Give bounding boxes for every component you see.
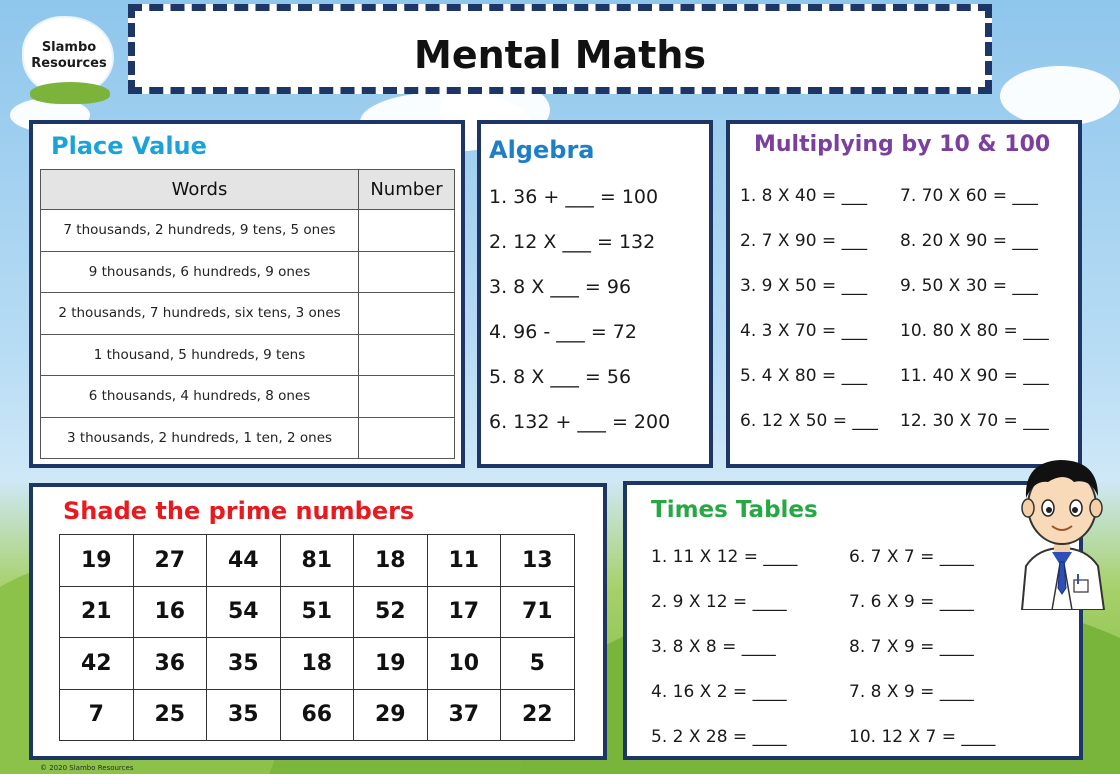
words-cell: 9 thousands, 6 hundreds, 9 ones: [41, 251, 359, 293]
algebra-question: 5. 8 X ___ = 56: [489, 366, 632, 388]
number-cell[interactable]: 18: [280, 638, 354, 690]
number-cell[interactable]: 37: [427, 689, 501, 741]
number-cell[interactable]: 35: [207, 638, 281, 690]
multiplying-question: 10. 80 X 80 = ___: [900, 321, 1049, 341]
logo-line-1: Slambo: [41, 40, 97, 55]
multiplying-question: 4. 3 X 70 = ___: [740, 321, 868, 341]
logo-line-2: Resources: [31, 56, 107, 71]
table-row: [41, 417, 455, 459]
algebra-heading: Algebra: [489, 136, 595, 164]
place-value-heading: Place Value: [51, 132, 207, 160]
number-cell[interactable]: 29: [354, 689, 428, 741]
column-header-words: Words: [41, 170, 359, 210]
grid-row: [60, 689, 575, 741]
words-cell: 7 thousands, 2 hundreds, 9 tens, 5 ones: [41, 210, 359, 252]
table-row: [41, 376, 455, 418]
slambo-logo: [20, 12, 118, 100]
number-cell[interactable]: 11: [427, 535, 501, 587]
number-answer-cell[interactable]: [359, 293, 455, 335]
number-cell[interactable]: 66: [280, 689, 354, 741]
multiplying-question: 6. 12 X 50 = ___: [740, 411, 878, 431]
logo-grass: [30, 82, 110, 104]
times-tables-question: 6. 7 X 7 = ____: [849, 547, 974, 567]
number-cell[interactable]: 54: [207, 586, 281, 638]
multiplying-question: 12. 30 X 70 = ___: [900, 411, 1049, 431]
number-cell[interactable]: 18: [354, 535, 428, 587]
table-row: [41, 251, 455, 293]
prime-numbers-panel: [29, 483, 607, 760]
words-cell: 2 thousands, 7 hundreds, six tens, 3 ones: [41, 293, 359, 335]
algebra-question: 2. 12 X ___ = 132: [489, 231, 656, 253]
number-cell[interactable]: 19: [60, 535, 134, 587]
times-tables-heading: Times Tables: [651, 497, 818, 523]
times-tables-question: 3. 8 X 8 = ____: [651, 637, 776, 657]
number-cell[interactable]: 71: [501, 586, 575, 638]
number-cell[interactable]: 27: [133, 535, 207, 587]
multiplying-question: 11. 40 X 90 = ___: [900, 366, 1049, 386]
algebra-question: 3. 8 X ___ = 96: [489, 276, 632, 298]
number-cell[interactable]: 81: [280, 535, 354, 587]
times-tables-question: 1. 11 X 12 = ____: [651, 547, 798, 567]
number-cell[interactable]: 52: [354, 586, 428, 638]
logo-text: [20, 40, 118, 72]
number-answer-cell[interactable]: [359, 376, 455, 418]
place-value-panel: [29, 120, 465, 468]
number-cell[interactable]: 25: [133, 689, 207, 741]
background-cloud: [1000, 66, 1120, 126]
multiplying-question: 9. 50 X 30 = ___: [900, 276, 1038, 296]
number-cell[interactable]: 35: [207, 689, 281, 741]
number-answer-cell[interactable]: [359, 251, 455, 293]
number-cell[interactable]: 16: [133, 586, 207, 638]
times-tables-question: 7. 6 X 9 = ____: [849, 592, 974, 612]
algebra-panel: [477, 120, 713, 468]
multiplying-question: 7. 70 X 60 = ___: [900, 186, 1038, 206]
times-tables-question: 7. 8 X 9 = ____: [849, 682, 974, 702]
teacher-character-icon: [1008, 448, 1116, 610]
number-cell[interactable]: 22: [501, 689, 575, 741]
multiplying-question: 3. 9 X 50 = ___: [740, 276, 868, 296]
number-cell[interactable]: 17: [427, 586, 501, 638]
times-tables-question: 2. 9 X 12 = ____: [651, 592, 787, 612]
times-tables-question: 5. 2 X 28 = ____: [651, 727, 787, 747]
number-cell[interactable]: 36: [133, 638, 207, 690]
number-cell[interactable]: 13: [501, 535, 575, 587]
words-cell: 3 thousands, 2 hundreds, 1 ten, 2 ones: [41, 417, 359, 459]
algebra-question: 6. 132 + ___ = 200: [489, 411, 671, 433]
place-value-table: [40, 169, 455, 459]
number-cell[interactable]: 21: [60, 586, 134, 638]
multiplying-question: 2. 7 X 90 = ___: [740, 231, 868, 251]
grid-row: [60, 535, 575, 587]
words-cell: 1 thousand, 5 hundreds, 9 tens: [41, 334, 359, 376]
page-title: Mental Maths: [414, 33, 706, 77]
number-cell[interactable]: 5: [501, 638, 575, 690]
table-header-row: [41, 170, 455, 210]
number-answer-cell[interactable]: [359, 417, 455, 459]
number-answer-cell[interactable]: [359, 334, 455, 376]
number-cell[interactable]: 42: [60, 638, 134, 690]
number-answer-cell[interactable]: [359, 210, 455, 252]
copyright-footer: © 2020 Slambo Resources: [40, 764, 134, 772]
number-cell[interactable]: 10: [427, 638, 501, 690]
table-row: [41, 334, 455, 376]
table-row: [41, 293, 455, 335]
number-cell[interactable]: 44: [207, 535, 281, 587]
grid-row: [60, 638, 575, 690]
multiplying-heading: Multiplying by 10 & 100: [754, 132, 1051, 157]
column-header-number: Number: [359, 170, 455, 210]
multiplying-question: 8. 20 X 90 = ___: [900, 231, 1038, 251]
prime-numbers-grid: [59, 534, 575, 741]
table-row: [41, 210, 455, 252]
multiplying-question: 5. 4 X 80 = ___: [740, 366, 868, 386]
times-tables-question: 10. 12 X 7 = ____: [849, 727, 996, 747]
grid-row: [60, 586, 575, 638]
algebra-question: 1. 36 + ___ = 100: [489, 186, 659, 208]
algebra-question: 4. 96 - ___ = 72: [489, 321, 637, 343]
title-banner: [128, 4, 992, 94]
prime-numbers-heading: Shade the prime numbers: [63, 497, 415, 525]
number-cell[interactable]: 51: [280, 586, 354, 638]
times-tables-question: 8. 7 X 9 = ____: [849, 637, 974, 657]
multiplying-panel: [726, 120, 1082, 468]
times-tables-question: 4. 16 X 2 = ____: [651, 682, 787, 702]
words-cell: 6 thousands, 4 hundreds, 8 ones: [41, 376, 359, 418]
number-cell[interactable]: 7: [60, 689, 134, 741]
number-cell[interactable]: 19: [354, 638, 428, 690]
multiplying-question: 1. 8 X 40 = ___: [740, 186, 868, 206]
